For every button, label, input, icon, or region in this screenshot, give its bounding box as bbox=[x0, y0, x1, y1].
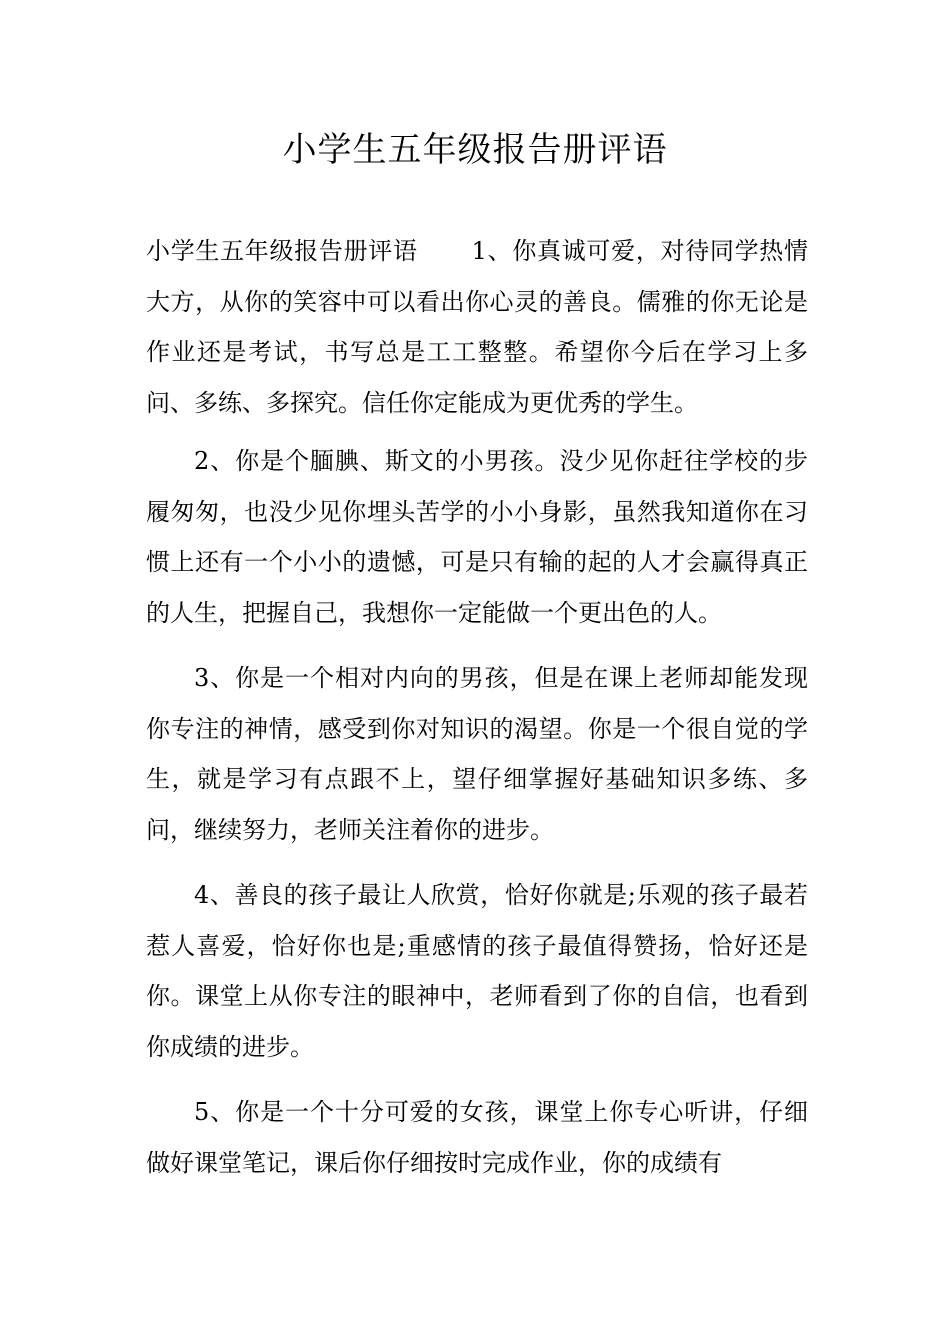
paragraph-4: 4、善良的孩子最让人欣赏，恰好你就是;乐观的孩子最若惹人喜爱，恰好你也是;重感情的孩子最值得赞扬，恰好还是你。课堂上从你专注的眼神中，老师看到了你的自信，也看到你成绩的进步。 bbox=[146, 881, 808, 1061]
paragraph-3: 3、你是一个相对内向的男孩，但是在课上老师却能发现你专注的神情，感受到你对知识的渴望。你是一个很自觉的学生，就是学习有点跟不上，望仔细掌握好基础知识多练、多问，继续努力，老师关注着你的进步。 bbox=[146, 664, 808, 844]
paragraph-1-text: 1、你真诚可爱，对待同学热情大方，从你的笑容中可以看出你心灵的善良。儒雅的你无论是作业还是考试，书写总是工工整整。希望你今后在学习上多问、多练、多探究。信任你定能成为更优秀的学生。 bbox=[146, 237, 808, 417]
document-title: 小学生五年级报告册评语 bbox=[282, 130, 668, 170]
document-body bbox=[146, 226, 808, 1203]
paragraph-1 bbox=[146, 226, 808, 428]
paragraph-5: 5、你是一个十分可爱的女孩，课堂上你专心听讲，仔细做好课堂笔记，课后你仔细按时完成作业，你的成绩有 bbox=[146, 1098, 808, 1177]
intro-label: 小学生五年级报告册评语 bbox=[146, 237, 418, 265]
paragraph-2: 2、你是个腼腆、斯文的小男孩。没少见你赶往学校的步履匆匆，也没少见你埋头苦学的小小身影，虽然我知道你在习惯上还有一个小小的遗憾，可是只有输的起的人才会赢得真正的人生，把握自己，我想你一定能做一个更出色的人。 bbox=[146, 447, 808, 627]
